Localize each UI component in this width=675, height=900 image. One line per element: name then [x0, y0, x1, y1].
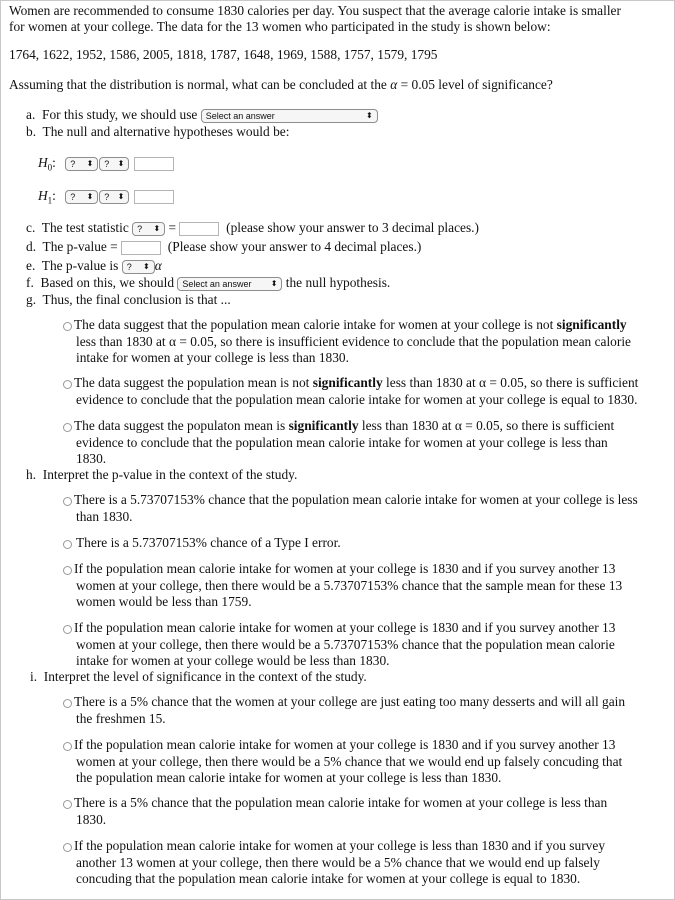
- significance-interpretation-option-3[interactable]: [76, 795, 666, 828]
- part-h: [26, 467, 297, 483]
- select-arrows-icon: ⬍: [117, 158, 125, 168]
- select-value: ?: [137, 223, 143, 234]
- equals-sign: =: [168, 220, 177, 235]
- part-f: [26, 275, 390, 291]
- part-i-label: i.: [30, 669, 38, 684]
- part-c-text: The test statistic: [41, 220, 129, 235]
- part-h-text: Interpret the p-value in the context of the study.: [42, 467, 298, 482]
- part-f-text: Based on this, we should: [40, 275, 175, 290]
- intro-line-1: Women are recommended to consume 1830 calories per day. You suspect that the average calorie intake is smaller: [9, 3, 621, 18]
- h1-symbol: H: [38, 188, 48, 203]
- conclusion-radio-3[interactable]: [63, 423, 72, 432]
- option-text: women at your college, then there would be a 5% chance that we would end up falsely concuding that: [76, 753, 623, 769]
- conclusion-option-1[interactable]: [76, 317, 666, 367]
- option-text: If the population mean calorie intake for women at your college is less than 1830 and if you survey: [74, 838, 606, 853]
- option-text: women would be less than 1759.: [76, 594, 252, 610]
- option-text: The data suggest that the population mean calorie intake for women at your college is not: [74, 317, 557, 332]
- assumption-question: [9, 77, 553, 93]
- part-i: [30, 669, 367, 685]
- part-d-label: d.: [26, 239, 37, 254]
- option-text: concuding that the population mean calorie intake for women at your college is equal to 1830.: [76, 871, 581, 887]
- option-bold-text: significantly: [288, 418, 359, 433]
- option-text: intake for women at your college is less than 1830.: [76, 350, 349, 366]
- h0-parameter-select[interactable]: [65, 157, 98, 171]
- p-value-input[interactable]: [121, 241, 161, 255]
- significance-interpretation-radio-2[interactable]: [63, 742, 72, 751]
- pvalue-interpretation-option-1[interactable]: [76, 492, 666, 525]
- option-text: The data suggest the populaton mean is: [74, 418, 289, 433]
- alt-hypothesis-row: [38, 188, 174, 209]
- conclusion-radio-1[interactable]: [63, 322, 72, 331]
- conclusion-radio-2[interactable]: [63, 380, 72, 389]
- option-text: women at your college, then there would be a 5.73707153% chance that the population mean calorie: [76, 636, 615, 652]
- test-type-select-value: Select an answer: [205, 110, 275, 121]
- null-hypothesis-row: [38, 155, 174, 176]
- part-c: [26, 220, 479, 236]
- conclusion-option-3[interactable]: [76, 418, 666, 468]
- assumption-tail: = 0.05 level of significance?: [400, 77, 553, 92]
- alpha-symbol: α: [390, 77, 398, 92]
- h1-subscript: 1: [47, 195, 53, 206]
- pvalue-interpretation-option-4[interactable]: [76, 620, 666, 670]
- part-c-hint: (please show your answer to 3 decimal places.): [226, 220, 479, 235]
- test-statistic-select[interactable]: [132, 222, 165, 236]
- option-text: another 13 women at your college, then there would be a 5% chance that we would end up falsely: [76, 854, 600, 870]
- select-arrows-icon: ⬍: [270, 278, 278, 288]
- h1-operator-select[interactable]: [99, 190, 129, 204]
- test-statistic-input[interactable]: [179, 222, 219, 236]
- significance-interpretation-radio-1[interactable]: [63, 699, 72, 708]
- part-d-hint: (Please show your answer to 4 decimal places.): [167, 239, 422, 254]
- test-type-select[interactable]: [201, 109, 378, 123]
- option-text: evidence to conclude that the population mean calorie intake for women at your college is equal to 1830.: [76, 391, 638, 407]
- part-b-text: The null and alternative hypotheses would be:: [42, 124, 290, 139]
- option-text: less than 1830 at α = 0.05, so there is sufficient: [382, 375, 639, 390]
- part-b: [26, 124, 289, 140]
- select-arrows-icon: ⬍: [86, 158, 94, 168]
- option-text: less than 1830 at α = 0.05, so there is sufficient: [358, 418, 615, 433]
- option-text: women at your college, then there would be a 5.73707153% chance that the sample mean for these 13: [76, 577, 623, 593]
- part-b-label: b.: [26, 124, 37, 139]
- option-text: 1830.: [76, 451, 107, 467]
- significance-interpretation-option-1[interactable]: [76, 694, 666, 727]
- h0-symbol: H: [38, 155, 48, 170]
- part-g-label: g.: [26, 292, 37, 307]
- part-d: [26, 239, 421, 255]
- p-value-comparison-select[interactable]: [122, 260, 155, 274]
- select-arrows-icon: ⬍: [366, 110, 373, 120]
- part-g: [26, 292, 231, 308]
- significance-interpretation-option-4[interactable]: [76, 838, 666, 888]
- h0-operator-select[interactable]: [99, 157, 129, 171]
- select-value: ?: [104, 191, 110, 202]
- h1-colon: :: [52, 188, 56, 203]
- option-text: The data suggest the population mean is not: [74, 375, 313, 390]
- significance-interpretation-radio-3[interactable]: [63, 800, 72, 809]
- part-e: [26, 258, 162, 274]
- part-a: [26, 107, 378, 123]
- select-arrows-icon: ⬍: [86, 191, 94, 201]
- part-f-tail: the null hypothesis.: [285, 275, 391, 290]
- part-e-text: The p-value is: [41, 258, 119, 273]
- pvalue-interpretation-option-2[interactable]: [76, 535, 666, 552]
- option-bold-text: significantly: [312, 375, 383, 390]
- part-a-label: a.: [26, 107, 36, 122]
- part-a-text: For this study, we should use: [42, 107, 198, 122]
- pvalue-interpretation-radio-3[interactable]: [63, 566, 72, 575]
- decision-select-value: Select an answer: [182, 278, 252, 289]
- select-arrows-icon: ⬍: [153, 223, 161, 233]
- option-text: the freshmen 15.: [76, 710, 166, 726]
- part-i-text: Interpret the level of significance in the context of the study.: [43, 669, 367, 684]
- select-value: ?: [70, 158, 76, 169]
- select-arrows-icon: ⬍: [117, 191, 125, 201]
- part-d-text: The p-value =: [42, 239, 118, 254]
- select-value: ?: [126, 261, 132, 272]
- option-text: less than 1830 at α = 0.05, so there is insufficient evidence to conclude that the population mean calorie: [76, 333, 631, 349]
- pvalue-interpretation-radio-1[interactable]: [63, 497, 72, 506]
- option-text: If the population mean calorie intake for women at your college is 1830 and if you survey another 13: [74, 620, 616, 635]
- option-text: There is a 5% chance that the women at your college are just eating too many desserts and will all gain: [74, 694, 626, 709]
- part-f-label: f.: [26, 275, 34, 290]
- select-arrows-icon: ⬍: [143, 261, 150, 271]
- select-value: ?: [104, 158, 110, 169]
- decision-select[interactable]: [177, 277, 282, 291]
- option-text: There is a 5% chance that the population mean calorie intake for women at your college is less than: [74, 795, 608, 810]
- option-bold-text: significantly: [556, 317, 627, 332]
- significance-interpretation-option-2[interactable]: [76, 737, 666, 787]
- h0-subscript: 0: [47, 162, 53, 173]
- pvalue-interpretation-radio-4[interactable]: [63, 625, 72, 634]
- h0-colon: :: [52, 155, 56, 170]
- option-text: than 1830.: [76, 508, 133, 524]
- part-e-label: e.: [26, 258, 36, 273]
- data-values: 1764, 1622, 1952, 1586, 2005, 1818, 1787, 1648, 1969, 1588, 1757, 1579, 1795: [9, 47, 438, 62]
- select-value: ?: [70, 191, 76, 202]
- pvalue-interpretation-option-3[interactable]: [76, 561, 666, 611]
- option-text: evidence to conclude that the population mean calorie intake for women at your college is less than: [76, 434, 608, 450]
- option-text: 1830.: [76, 811, 107, 827]
- option-text: If the population mean calorie intake for women at your college is 1830 and if you survey another 13: [74, 737, 616, 752]
- part-h-label: h.: [26, 467, 37, 482]
- option-text: If the population mean calorie intake for women at your college is 1830 and if you survey another 13: [74, 561, 616, 576]
- h0-value-input[interactable]: [134, 157, 174, 171]
- h1-value-input[interactable]: [134, 190, 174, 204]
- option-text: intake for women at your college would be less than 1830.: [76, 653, 390, 669]
- part-c-label: c.: [26, 220, 36, 235]
- significance-interpretation-radio-4[interactable]: [63, 843, 72, 852]
- option-text: the population mean calorie intake for women at your college is less than 1830.: [76, 770, 502, 786]
- alpha-symbol: α: [154, 258, 162, 273]
- option-text: There is a 5.73707153% chance that the population mean calorie intake for women at your college is less: [74, 492, 638, 507]
- option-text: There is a 5.73707153% chance of a Type I error.: [76, 535, 341, 550]
- intro-line-2: for women at your college. The data for the 13 women who participated in the study is shown below:: [9, 19, 551, 34]
- part-g-text: Thus, the final conclusion is that ...: [42, 292, 231, 307]
- pvalue-interpretation-radio-2[interactable]: [63, 540, 72, 549]
- assumption-text: Assuming that the distribution is normal, what can be concluded at the: [9, 77, 387, 92]
- conclusion-option-2[interactable]: [76, 375, 666, 408]
- h1-parameter-select[interactable]: [65, 190, 98, 204]
